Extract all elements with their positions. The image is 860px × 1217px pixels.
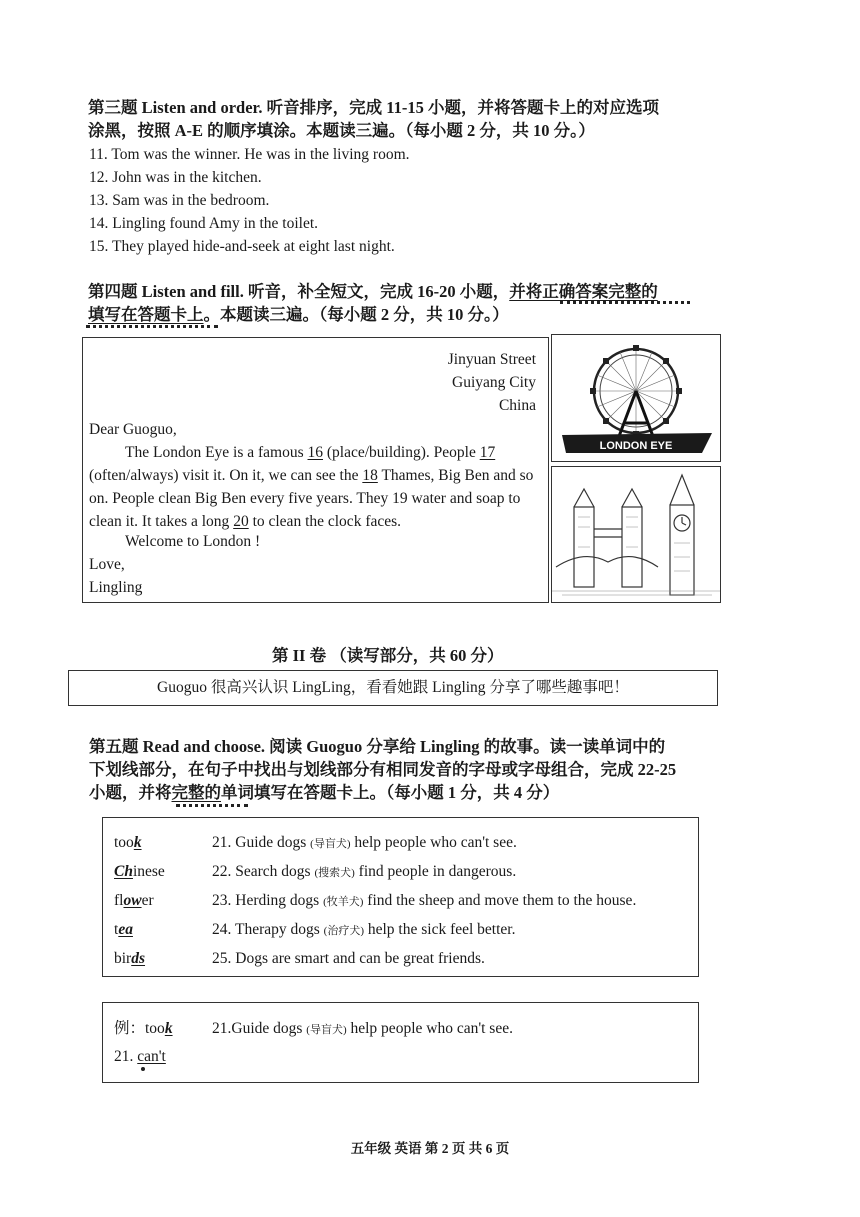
- section4-heading-line1: 第四题 Listen and fill. 听音，补全短文，完成 16-20 小题，并将正确答案完整的: [88, 282, 658, 301]
- letter-closing: Love,: [89, 556, 125, 573]
- part2-banner: Guoguo 很高兴认识 LingLing，看看她跟 Lingling 分享了哪些趣事吧！: [68, 670, 718, 706]
- section3-item-15: 15. They played hide-and-seek at eight last night.: [89, 238, 395, 255]
- letter-greeting: Dear Guoguo,: [89, 421, 177, 438]
- example-sentence: 21.Guide dogs (导盲犬) help people who can't see.: [212, 1020, 513, 1037]
- section3-item-12: 12. John was in the kitchen.: [89, 169, 262, 186]
- phonics-sentence: 25. Dogs are smart and can be great friends.: [212, 949, 485, 967]
- letter-signature: Lingling: [89, 579, 143, 596]
- blank-16: 16: [307, 444, 324, 461]
- emphasis-dot: [141, 1067, 145, 1071]
- emphasis-dots-2: [86, 325, 218, 328]
- table-row: [114, 828, 636, 857]
- phonics-word: took: [114, 833, 142, 851]
- london-landmarks-picture: [551, 466, 721, 603]
- example-word: 例：took: [114, 1020, 173, 1037]
- blank-17: 17: [479, 444, 496, 461]
- section4-heading-line2: 填写在答题卡上。本题读三遍。（每小题 2 分，共 10 分。）: [88, 305, 509, 324]
- letter-address-3: China: [498, 397, 536, 414]
- emphasis-dots-1: [560, 301, 690, 304]
- section5-heading-line1: 第五题 Read and choose. 阅读 Guoguo 分享给 Lingling 的故事。读一读单词中的: [89, 737, 666, 756]
- section3-heading-line2: 涂黑，按照 A-E 的顺序填涂。本题读三遍。（每小题 2 分，共 10 分。）: [88, 121, 595, 140]
- letter-address-2: Guiyang City: [452, 374, 536, 391]
- letter-body: The London Eye is a famous 16 (place/building). People 17 (often/always) visit it. On it, we can see the 18 Thames, Big Ben and so on. People clean Big Ben every five years. They 19 water and soap to clean it. It takes a long 20 to clean the clock faces.: [89, 444, 534, 530]
- example-box: [102, 1002, 699, 1083]
- section5-heading-line3: 小题，并将完整的单词填写在答题卡上。（每小题 1 分，共 4 分）: [89, 783, 560, 802]
- phonics-sentence: 22. Search dogs (搜索犬) find people in dangerous.: [212, 862, 517, 880]
- section5-heading-line2: 下划线部分，在句子中找出与划线部分有相同发音的字母或字母组合，完成 22-25: [89, 760, 677, 779]
- london-eye-picture: [551, 334, 721, 462]
- phonics-sentence: 23. Herding dogs (牧羊犬) find the sheep and move them to the house.: [212, 891, 637, 909]
- svg-text:LONDON EYE: LONDON EYE: [599, 440, 673, 452]
- table-row: [114, 886, 636, 915]
- section3-item-14: 14. Lingling found Amy in the toilet.: [89, 215, 319, 232]
- section3-item-13: 13. Sam was in the bedroom.: [89, 192, 270, 209]
- example-answer: 21. can't: [114, 1048, 166, 1065]
- letter-welcome: Welcome to London !: [125, 533, 261, 550]
- section5-emphasis: 完整的: [171, 783, 221, 802]
- table-row: [114, 944, 636, 973]
- london-eye-icon: [552, 335, 721, 462]
- table-row: [114, 915, 636, 944]
- table-row: [114, 857, 636, 886]
- phonics-word: birds: [114, 949, 146, 967]
- section4-emphasis-1: 并将正确答案完整的: [509, 282, 658, 301]
- phonics-sentence: 24. Therapy dogs (治疗犬) help the sick feel better.: [212, 920, 516, 938]
- blank-20: 20: [233, 513, 249, 530]
- phonics-table: [114, 828, 636, 973]
- section3-heading-line1: 第三题 Listen and order. 听音排序，完成 11-15 小题，并将答题卡上的对应选项: [88, 98, 659, 117]
- phonics-sentence: 21. Guide dogs (导盲犬) help people who can't see.: [212, 833, 517, 851]
- page-footer: 五年级 英语 第 2 页 共 6 页: [350, 1141, 510, 1156]
- section4-emphasis-2: 填写在答题卡上: [88, 305, 204, 324]
- blank-18: 18: [362, 467, 378, 484]
- big-ben-icon: [552, 467, 721, 603]
- example-answer-word: can't: [137, 1048, 166, 1065]
- phonics-table-box: [102, 817, 699, 977]
- phonics-word: Chinese: [114, 862, 165, 880]
- part2-title: 第 II 卷 （读写部分，共 60 分）: [272, 646, 504, 665]
- section3-item-11: 11. Tom was the winner. He was in the living room.: [89, 146, 410, 163]
- letter-box: [82, 337, 549, 603]
- phonics-word: tea: [114, 920, 133, 938]
- letter-address-1: Jinyuan Street: [447, 351, 536, 368]
- emphasis-dots-3: [176, 804, 248, 807]
- phonics-word: flower: [114, 891, 154, 909]
